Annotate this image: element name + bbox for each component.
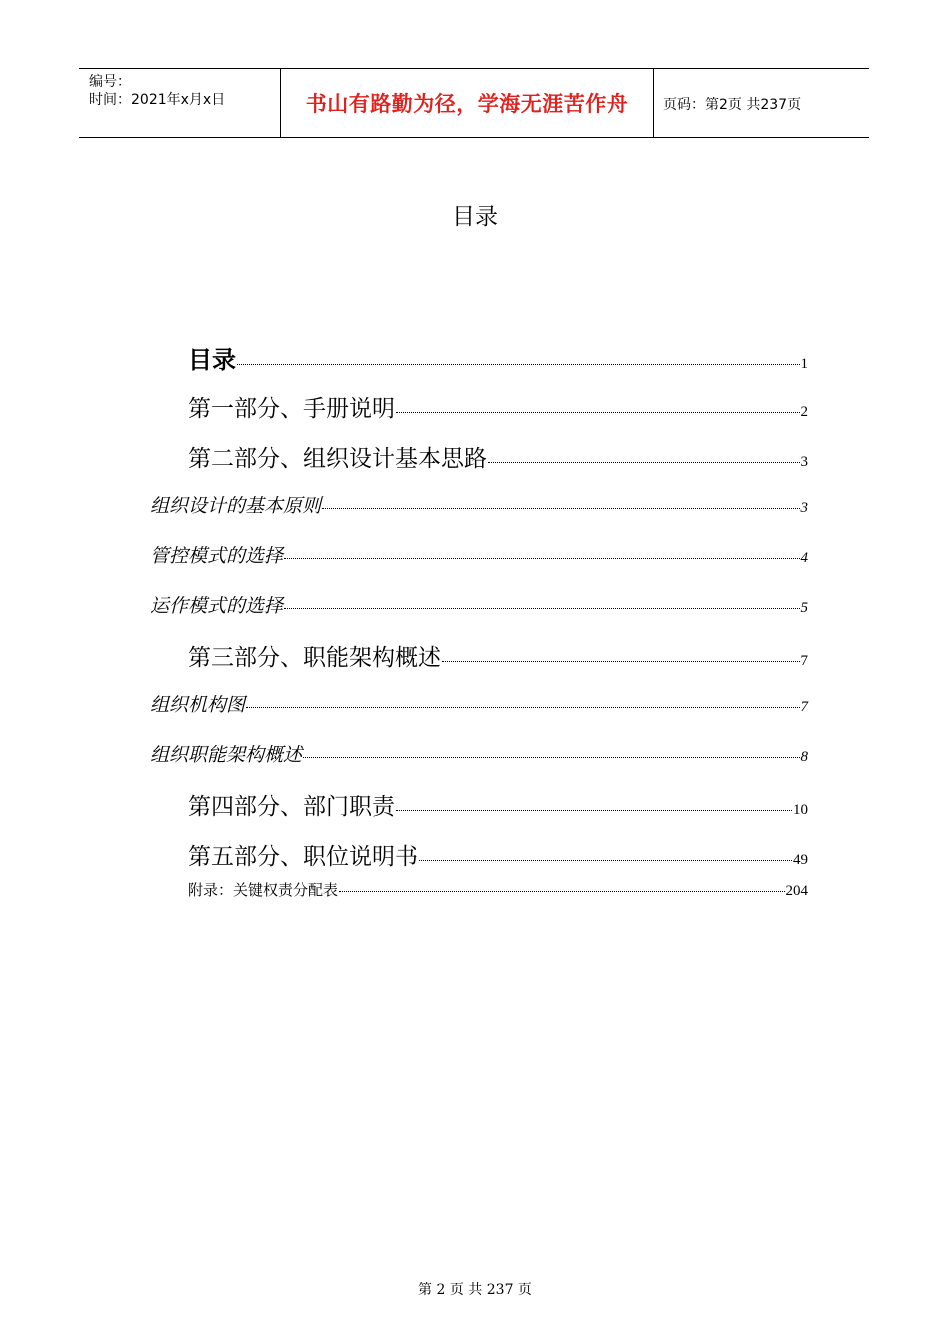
toc-entry[interactable]: [150, 541, 808, 568]
toc-entry-page: 1: [800, 356, 808, 372]
toc-entry[interactable]: [150, 690, 808, 717]
toc-entry-label: 组织机构图: [150, 694, 246, 716]
toc-entry-label: 第三部分、职能架构概述: [188, 645, 441, 671]
document-header: [79, 68, 869, 138]
toc-entry-label: 第四部分、部门职责: [188, 794, 395, 820]
toc-entry-page: 4: [800, 550, 808, 566]
toc-leader-dots: [488, 462, 800, 463]
toc-entry-page: 2: [800, 404, 808, 420]
page-title: 目录: [452, 204, 498, 230]
toc-entry-label: 组织职能架构概述: [150, 744, 303, 766]
toc-entry-page: 5: [800, 600, 808, 616]
toc-leader-dots: [419, 860, 792, 861]
toc-entry[interactable]: [188, 838, 808, 871]
toc-leader-dots: [303, 757, 799, 758]
toc-entry-page: 49: [793, 852, 808, 868]
date-label: 时间：2021年x月x日: [89, 92, 226, 108]
toc-entry-label: 第一部分、手册说明: [188, 396, 395, 422]
toc-entry[interactable]: [150, 491, 808, 518]
number-label: 编号：: [89, 74, 131, 90]
toc-entry-label: 组织设计的基本原则: [150, 495, 322, 517]
toc-leader-dots: [284, 558, 799, 559]
toc-entry[interactable]: [188, 340, 808, 375]
toc-entry[interactable]: [150, 740, 808, 767]
toc-entry-label: 附录：关键权责分配表: [188, 881, 339, 899]
toc-entry-page: 204: [785, 883, 808, 899]
header-page-info: 页码：第2页 共237页: [663, 97, 802, 113]
toc-entry-label: 管控模式的选择: [150, 545, 284, 567]
toc-entry-label: 第二部分、组织设计基本思路: [188, 446, 487, 472]
toc-entry[interactable]: [188, 879, 808, 900]
toc-leader-dots: [339, 891, 784, 892]
toc-entry-label: 目录: [188, 346, 236, 374]
header-divider: [653, 69, 654, 137]
toc-entry[interactable]: [188, 440, 808, 473]
toc-leader-dots: [284, 608, 799, 609]
toc-leader-dots: [246, 707, 799, 708]
toc-entry[interactable]: [188, 390, 808, 423]
toc-leader-dots: [237, 364, 800, 365]
toc-entry[interactable]: [188, 788, 808, 821]
header-motto: 书山有路勤为径，学海无涯苦作舟: [305, 92, 629, 116]
toc-entry[interactable]: [188, 639, 808, 672]
toc-entry-label: 第五部分、职位说明书: [188, 844, 418, 870]
toc-entry-page: 7: [800, 699, 808, 715]
header-meta: [89, 73, 225, 109]
toc-leader-dots: [396, 412, 800, 413]
toc-entry-label: 运作模式的选择: [150, 595, 284, 617]
toc-entry-page: 3: [800, 454, 808, 470]
toc-leader-dots: [322, 508, 799, 509]
toc-entry-page: 3: [800, 500, 808, 516]
page-footer: 第 2 页 共 237 页: [418, 1282, 532, 1298]
toc-leader-dots: [396, 810, 792, 811]
toc-entry-page: 10: [793, 802, 808, 818]
toc-leader-dots: [442, 661, 800, 662]
toc-entry[interactable]: [150, 591, 808, 618]
toc-entry-page: 8: [800, 749, 808, 765]
toc-entry-page: 7: [800, 653, 808, 669]
